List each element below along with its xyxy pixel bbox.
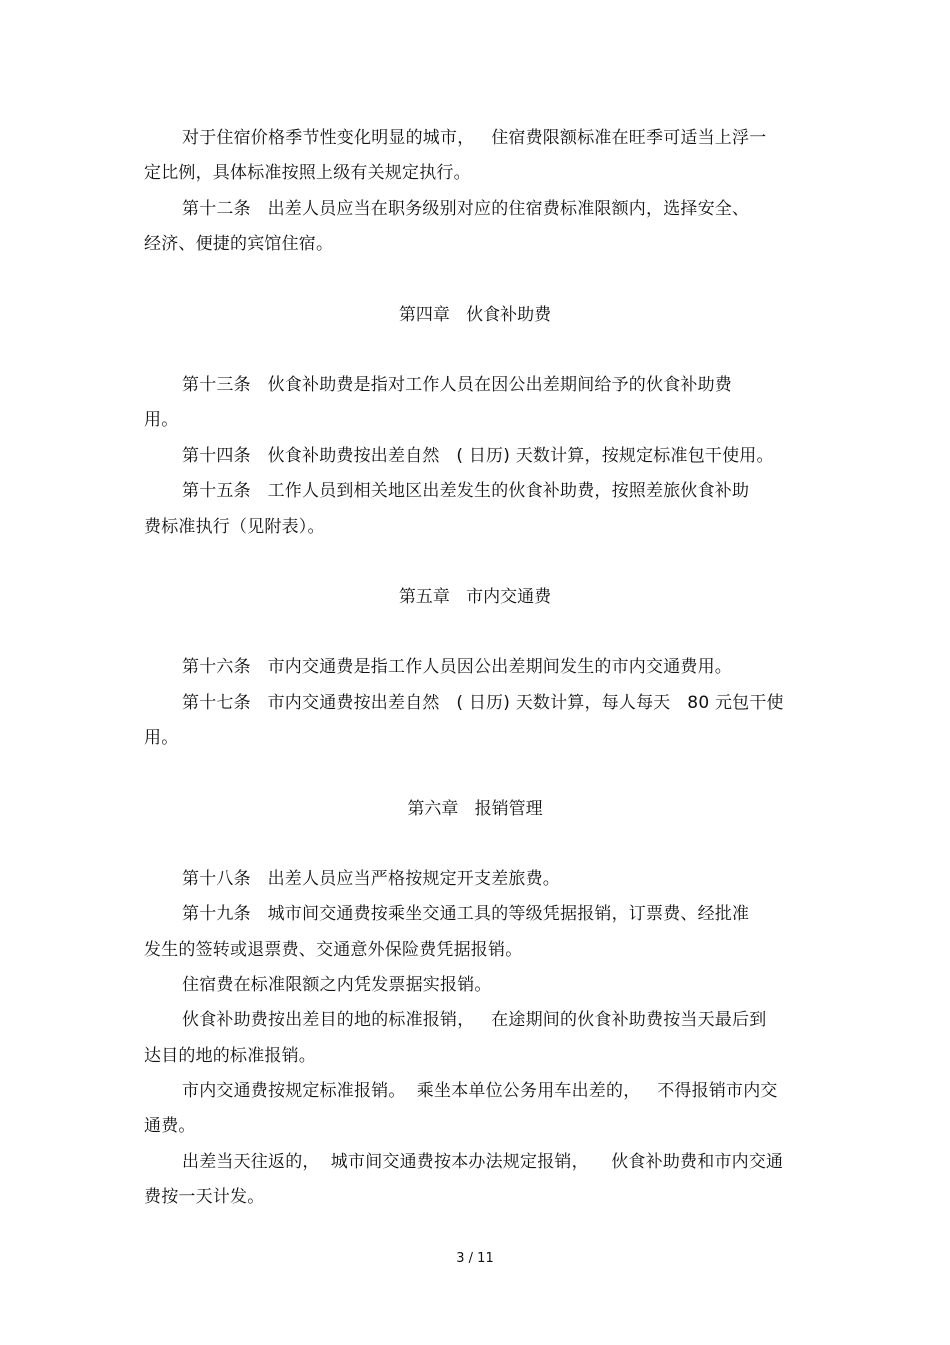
chapter-heading: 第四章 伙食补助费 <box>398 305 552 325</box>
page-number: 3 / 11 <box>456 1251 494 1266</box>
text-line: 第十二条 出差人员应当在职务级别对应的住宿费标准限额内，选择安全、 <box>182 199 750 219</box>
text-line: 第十八条 出差人员应当严格按规定开支差旅费。 <box>182 869 561 889</box>
text-line: 伙食补助费按出差目的地的标准报销， 在途期间的伙食补助费按当天最后到 <box>182 1010 767 1030</box>
text-line: 定比例，具体标准按照上级有关规定执行。 <box>144 163 471 183</box>
text-line: 第十五条 工作人员到相关地区出差发生的伙食补助费，按照差旅伙食补助 <box>182 481 750 501</box>
text-line: 第十三条 伙食补助费是指对工作人员在因公出差期间给予的伙食补助费 <box>182 375 733 395</box>
text-line: 用。 <box>144 410 179 430</box>
chapter-heading: 第五章 市内交通费 <box>398 587 552 607</box>
text-line: 市内交通费按规定标准报销。 乘坐本单位公务用车出差的， 不得报销市内交 <box>182 1081 778 1101</box>
text-line: 经济、便捷的宾馆住宿。 <box>144 234 334 254</box>
text-line: 第十六条 市内交通费是指工作人员因公出差期间发生的市内交通费用。 <box>182 657 733 677</box>
text-line: 达目的地的标准报销。 <box>144 1046 316 1066</box>
text-line: 第十四条 伙食补助费按出差自然 ( 日历) 天数计算，按规定标准包干使用。 <box>182 446 774 466</box>
text-line: 第十九条 城市间交通费按乘坐交通工具的等级凭据报销，订票费、经批准 <box>182 904 750 924</box>
text-line: 对于住宿价格季节性变化明显的城市， 住宿费限额标准在旺季可适当上浮一 <box>182 128 767 148</box>
text-line: 费按一天计发。 <box>144 1187 265 1207</box>
text-line: 住宿费在标准限额之内凭发票据实报销。 <box>182 975 492 995</box>
text-line: 用。 <box>144 728 179 748</box>
text-line: 出差当天往返的， 城市间交通费按本办法规定报销， 伙食补助费和市内交通 <box>182 1152 784 1172</box>
chapter-heading: 第六章 报销管理 <box>407 799 543 819</box>
text-line: 通费。 <box>144 1116 196 1136</box>
text-line: 第十七条 市内交通费按出差自然 ( 日历) 天数计算，每人每天 80 元包干使 <box>182 693 784 713</box>
text-line: 费标准执行（见附表）。 <box>144 517 325 537</box>
text-line: 发生的签转或退票费、交通意外保险费凭据报销。 <box>144 940 523 960</box>
